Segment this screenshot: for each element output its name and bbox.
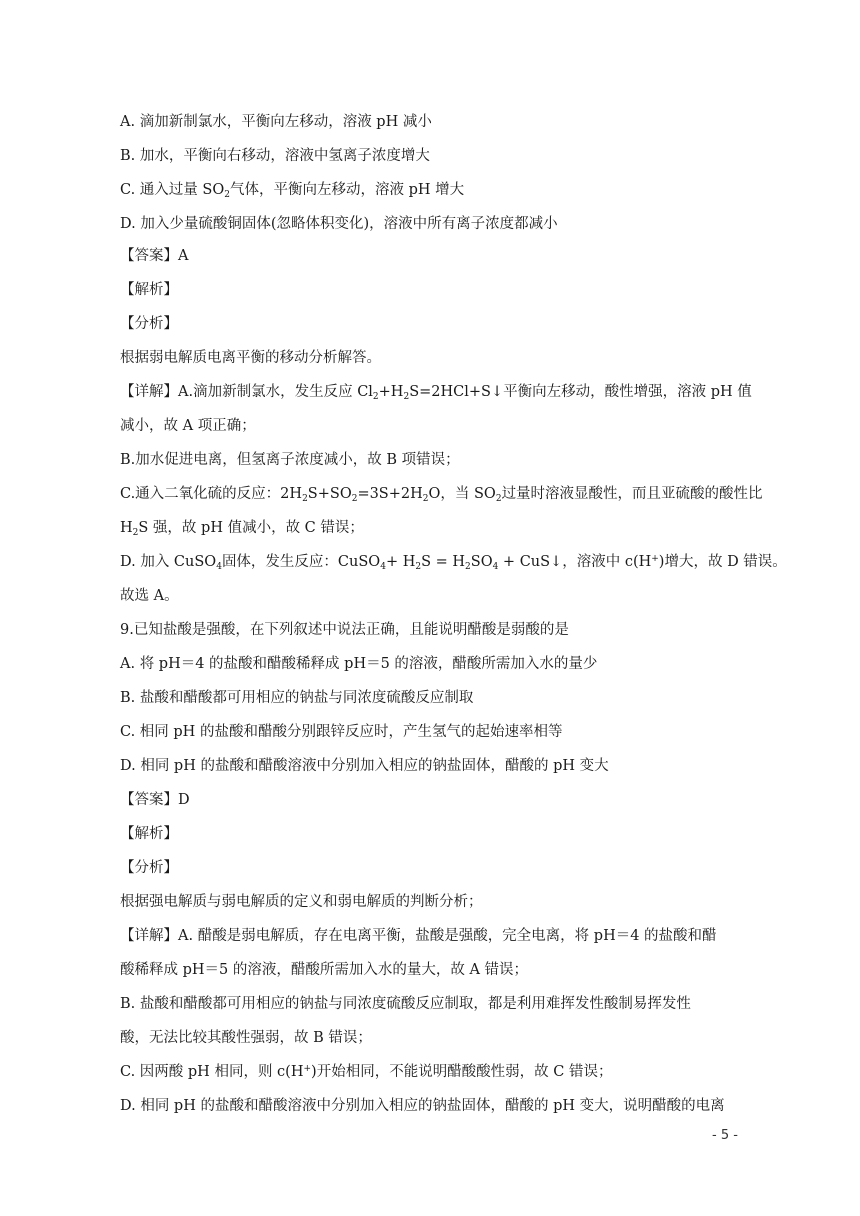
q8-analysis: 根据弱电解质电离平衡的移动分析解答。	[120, 350, 381, 366]
q8-fenxi-heading: 【分析】	[120, 316, 178, 332]
q8-option-a: A. 滴加新制氯水，平衡向左移动，溶液 pH 减小	[120, 114, 432, 130]
q8-detail-line-6: D. 加入 CuSO$_4$固体，发生反应：CuSO$_4$+ $H_2S = H_2SO_4$ + CuS↓，溶液中 c(H+)增大，故 D 错误。	[120, 554, 787, 572]
q9-option-c: C. 相同 pH 的盐酸和醋酸分别跟锌反应时，产生氢气的起始速率相等	[120, 724, 563, 740]
q8-option-c: C. 通入过量 $SO_2$气体，平衡向左移动，溶液 pH 增大	[120, 182, 465, 200]
q9-fenxi-heading: 【分析】	[120, 860, 178, 876]
q9-stem: 9.已知盐酸是强酸，在下列叙述中说法正确，且能说明醋酸是弱酸的是	[120, 622, 569, 638]
q8-jiexi-heading: 【解析】	[120, 282, 178, 298]
q9-jiexi-heading: 【解析】	[120, 826, 178, 842]
q8-conclusion: 故选 A。	[120, 588, 179, 604]
q9-detail-line-2: 酸稀释成 pH＝5 的溶液，醋酸所需加入水的量大，故 A 错误；	[120, 962, 529, 978]
q9-answer: 【答案】D	[120, 792, 190, 808]
q8-detail-line-1: 【详解】A.滴加新制氯水，发生反应 $Cl_2+H_2S=2HCl+S↓$平衡向左移动，酸性增强，溶液 pH 值	[120, 384, 752, 402]
q8-option-b: B. 加水，平衡向右移动，溶液中氢离子浓度增大	[120, 148, 430, 164]
q8-option-d: D. 加入少量硫酸铜固体(忽略体积变化)，溶液中所有离子浓度都减小	[120, 216, 558, 232]
q8-detail-line-2: 减小，故 A 项正确；	[120, 418, 256, 434]
page-number: - 5 -	[712, 1128, 738, 1143]
q9-option-a: A. 将 pH＝4 的盐酸和醋酸稀释成 pH＝5 的溶液，醋酸所需加入水的量少	[120, 656, 598, 672]
q9-detail-line-4: 酸，无法比较其酸性强弱，故 B 错误；	[120, 1030, 372, 1046]
q9-option-d: D. 相同 pH 的盐酸和醋酸溶液中分别加入相应的钠盐固体，醋酸的 pH 变大	[120, 758, 609, 774]
q9-option-b: B. 盐酸和醋酸都可用相应的钠盐与同浓度硫酸反应制取	[120, 690, 474, 706]
q9-analysis: 根据强电解质与弱电解质的定义和弱电解质的判断分析；	[120, 894, 483, 910]
q8-answer: 【答案】A	[120, 248, 189, 264]
q9-detail-line-6: D. 相同 pH 的盐酸和醋酸溶液中分别加入相应的钠盐固体，醋酸的 pH 变大，说明醋酸的电离	[120, 1098, 725, 1114]
q9-detail-line-5: C. 因两酸 pH 相同，则 c(H+)开始相同，不能说明醋酸酸性弱，故 C 错误；	[120, 1064, 613, 1080]
q9-detail-line-3: B. 盐酸和醋酸都可用相应的钠盐与同浓度硫酸反应制取，都是利用难挥发性酸制易挥发性	[120, 996, 691, 1012]
q8-detail-line-4: C.通入二氧化硫的反应：$2H_2S+SO_2=3S+2H_2O$，当 $SO_2$过量时溶液显酸性，而且亚硫酸的酸性比	[120, 486, 763, 504]
q8-detail-line-3: B.加水促进电离，但氢离子浓度减小，故 B 项错误；	[120, 452, 460, 468]
q8-detail-line-5: $H_2S$ 强，故 pH 值减小，故 C 错误；	[120, 520, 364, 538]
q9-detail-line-1: 【详解】A. 醋酸是弱电解质，存在电离平衡，盐酸是强酸，完全电离，将 pH＝4 的盐酸和醋	[120, 928, 717, 944]
